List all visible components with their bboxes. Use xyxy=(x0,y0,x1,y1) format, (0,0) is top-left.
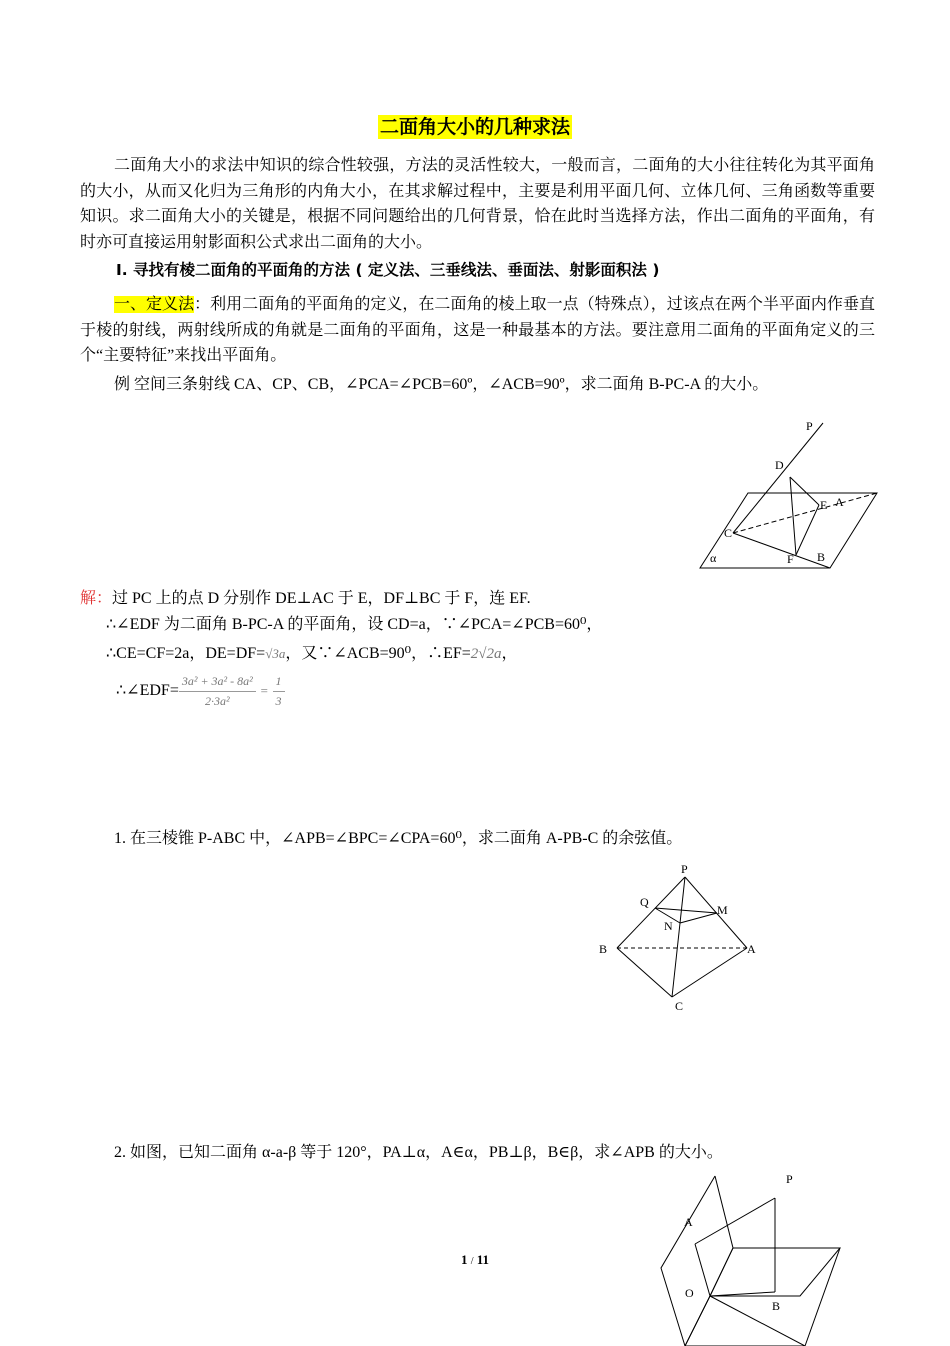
fig1-label-e: E xyxy=(820,498,828,512)
fig1-label-alpha: α xyxy=(710,551,717,565)
fig3-label-a: A xyxy=(684,1215,693,1229)
fig1-label-a: A xyxy=(835,495,844,509)
fig2-label-b: B xyxy=(599,942,608,956)
method-label: 一、定义法 xyxy=(114,296,195,313)
fig3-label-b: B xyxy=(772,1299,781,1313)
figure-tetrahedron xyxy=(595,860,765,1015)
fig1-label-p: P xyxy=(806,419,813,433)
solution-line-1: 解：过 PC 上的点 D 分别作 DE⊥AC 于 E，DF⊥BC 于 F，连 EF. xyxy=(80,590,531,607)
fig1-label-b: B xyxy=(817,550,826,564)
fig2-label-m: M xyxy=(717,903,728,917)
problem-1-text: 1. 在三棱锥 P-ABC 中，∠APB=∠BPC=∠CPA=60⁰，求二面角 A-PB-C 的余弦值。 xyxy=(114,830,683,847)
solution-label: 解： xyxy=(80,590,113,607)
fig3-label-p: P xyxy=(786,1172,793,1186)
fig3-label-o: O xyxy=(685,1286,694,1300)
fig1-label-f: F xyxy=(787,552,794,566)
fig1-label-c: C xyxy=(724,526,733,540)
fraction-formula: $\frac{\text{3a² + 3a² - 8a²}}{\text{2·3a²}}$ xyxy=(179,674,256,709)
solution-line-3: ∴CE=CF=2a，DE=DF=√3a，又∵∠ACB=90⁰，∴EF=2√2a， xyxy=(106,645,518,662)
problem-2-text: 2. 如图，已知二面角 α-a-β 等于 120°，PA⊥α，A∈α，PB⊥β，B∈β，求∠APB 的大小。 xyxy=(114,1144,723,1161)
example-text: 例 空间三条射线 CA、CP、CB，∠PCA=∠PCB=60º，∠ACB=90º，求二面角 B-PC-A 的大小。 xyxy=(114,376,769,393)
section-heading: I. 寻找有棱二面角的平面角的方法 ( 定义法、三垂线法、垂面法、射影面积法 ) xyxy=(116,261,660,279)
method-text: ：利用二面角的平面角的定义，在二面角的棱上取一点（特殊点），过该点在两个半平面内作垂直于棱的射线，两射线所成的角就是二面角的平面角，这是一种最基本的方法。要注意用二面角的平面角定义的三个“主要特征”来找出平面角。 xyxy=(80,296,875,364)
fig2-label-a: A xyxy=(747,942,756,956)
fig1-label-d: D xyxy=(775,458,784,472)
solution-line-4: ∴∠EDF= $\frac{\text{3a² + 3a² - 8a²}}{\text{2·3a²}}$ = $\frac{1}{3}$ xyxy=(116,674,285,709)
document-title: 二面角大小的几种求法 xyxy=(379,116,570,138)
fig2-label-n: N xyxy=(664,919,673,933)
figure-dihedral-angle xyxy=(690,415,890,580)
fig2-label-p: P xyxy=(681,862,688,876)
fig2-label-q: Q xyxy=(640,895,649,909)
fig2-label-c: C xyxy=(675,999,684,1013)
intro-paragraph: 二面角大小的求法中知识的综合性较强，方法的灵活性较大，一般而言，二面角的大小往往转化为其平面角的大小，从而又化归为三角形的内角大小，在其求解过程中，主要是利用平面几何、立体几何、三角函数等重要知识。求二面角大小的关键是，根据不同问题给出的几何背景，恰在此时当选择方法，作出二面角的平面角，有时亦可直接运用射影面积公式求出二面角的大小。 xyxy=(80,157,875,251)
fraction-result: $\frac{1}{3}$ xyxy=(273,674,285,709)
definition-method-paragraph xyxy=(80,292,875,369)
solution-line-2: ∴∠EDF 为二面角 B-PC-A 的平面角，设 CD=a，∵∠PCA=∠PCB=60⁰， xyxy=(106,616,603,633)
page-number: 1 / 11 xyxy=(460,1252,490,1267)
